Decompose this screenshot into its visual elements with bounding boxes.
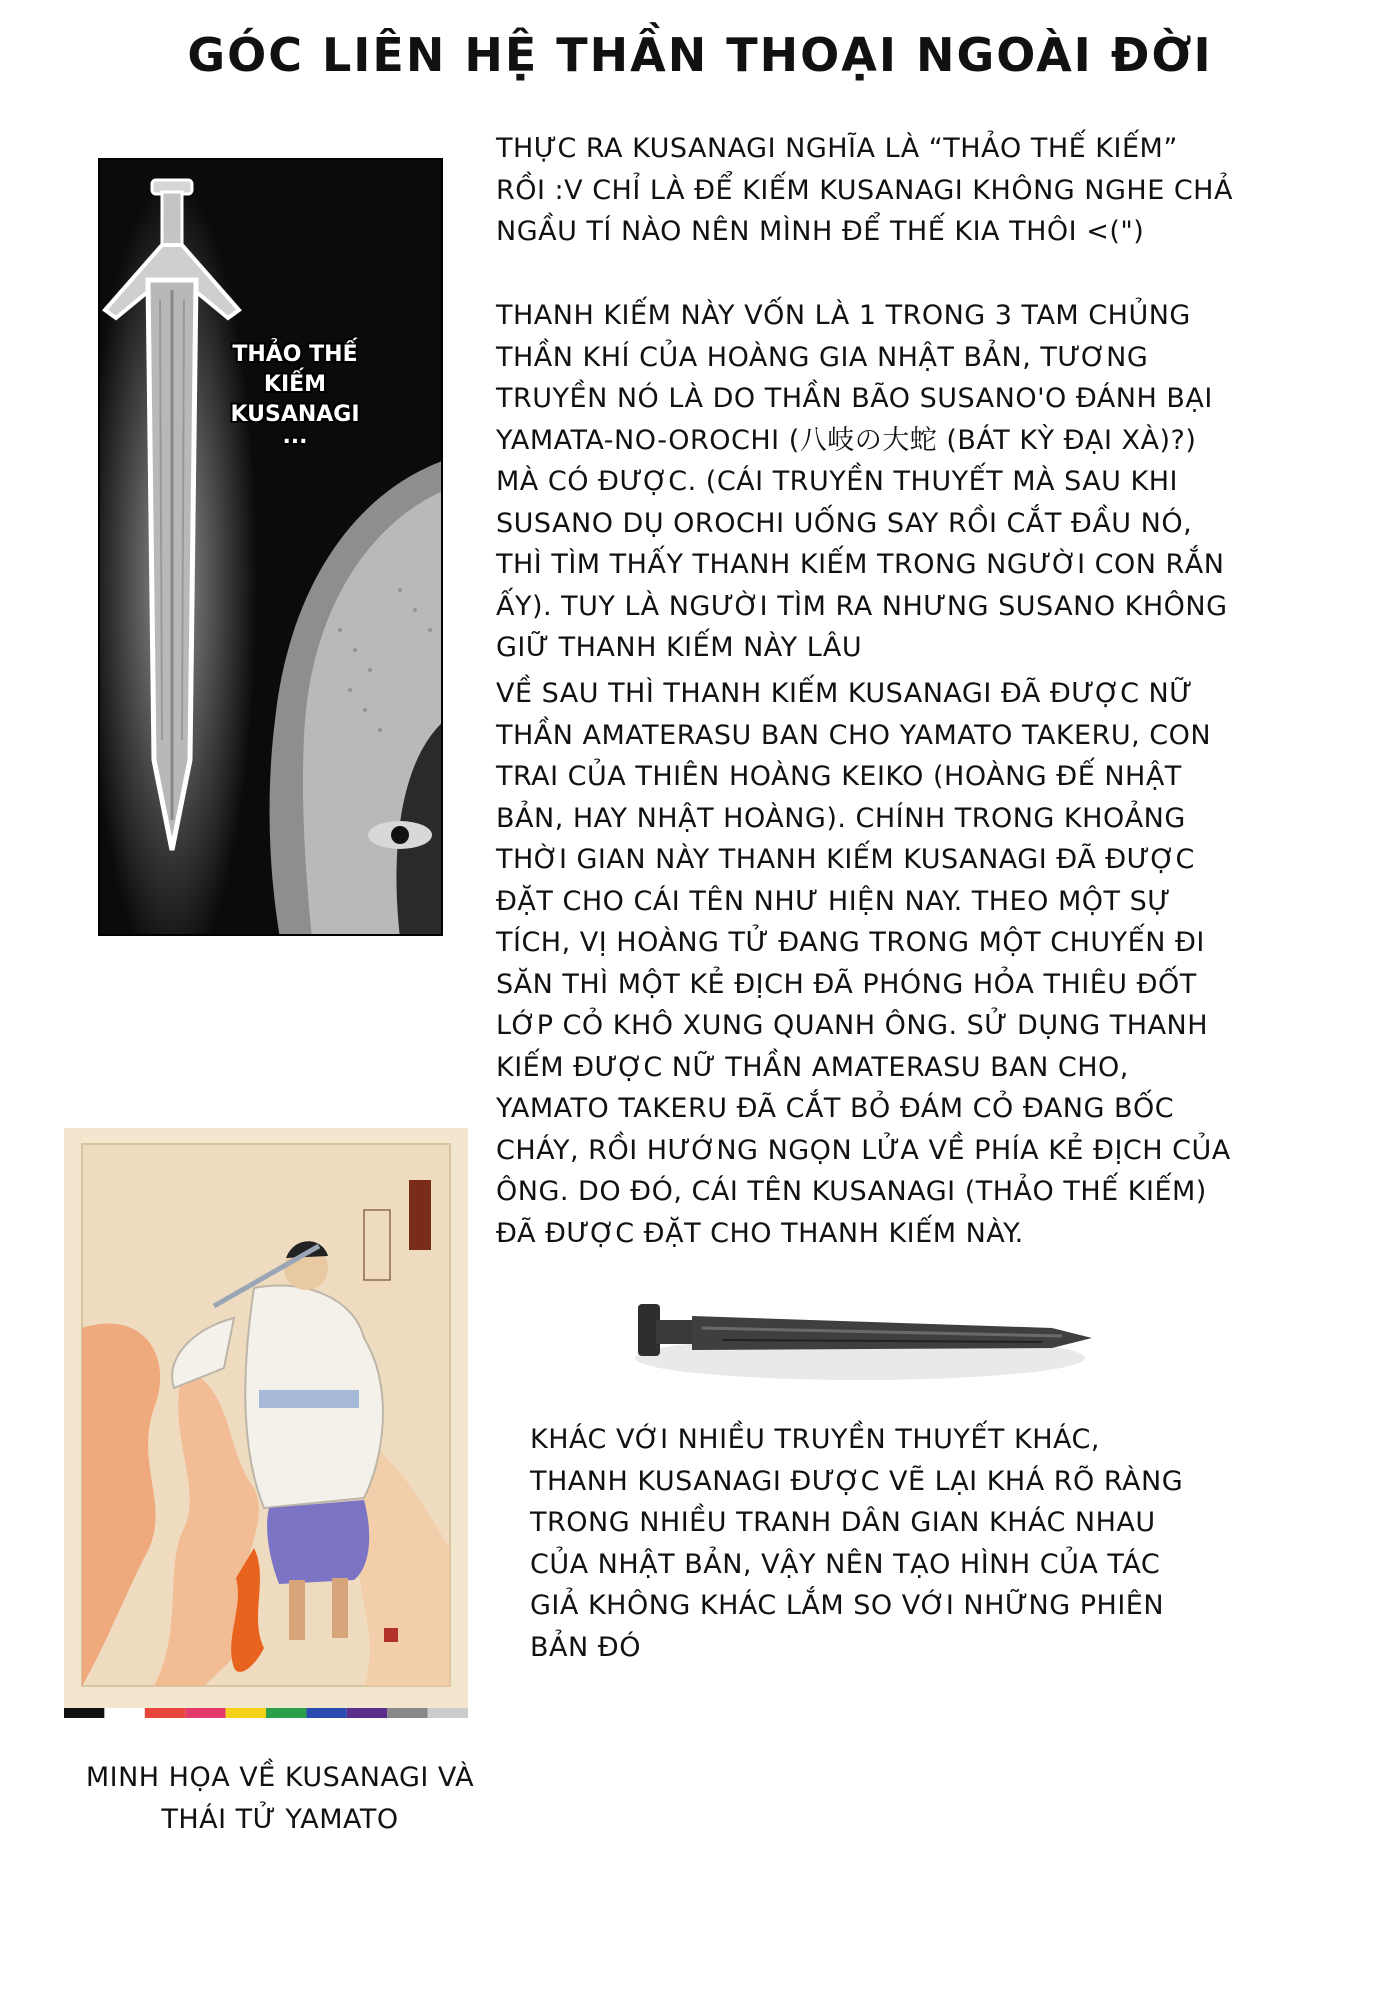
paragraph-origin: THANH KIẾM NÀY VỐN LÀ 1 TRONG 3 TAM CHỦNG THẦN KHÍ CỦA HOÀNG GIA NHẬT BẢN, TƯƠNG TRUYỀN NÓ LÀ DO THẦN BÃO SUSANO'O ĐÁNH BẠI YAMATA-NO-OROCHI (八岐の大蛇 (BÁT KỲ ĐẠI XÀ)?) MÀ CÓ ĐƯỢC. (CÁI TRUYỀN THUYẾT MÀ SAU KHI SUSANO DỤ OROCHI UỐNG SAY RỒI CẮT ĐẦU NÓ, THÌ TÌM THẤY THANH KIẾM TRONG NGƯỜI CON RẮN ẤY). TUY LÀ NGƯỜI TÌM RA NHƯNG SUSANO KHÔNG GIỮ THANH KIẾM NÀY LÂU <box>496 300 1228 663</box>
manga-panel-art <box>100 160 443 936</box>
sword-photo <box>622 1288 1098 1400</box>
paragraph-depictions: KHÁC VỚI NHIỀU TRUYỀN THUYẾT KHÁC, THANH KUSANAGI ĐƯỢC VẼ LẠI KHÁ RÕ RÀNG TRONG NHIỀU TRANH DÂN GIAN KHÁC NHAU CỦA NHẬT BẢN, VẬY NÊN TẠO HÌNH CỦA TÁC GIẢ KHÔNG KHÁC LẮM SO VỚI NHỮNG PHIÊN BẢN ĐÓ <box>530 1424 1184 1663</box>
color-swatch <box>347 1708 387 1718</box>
color-swatch <box>185 1708 225 1718</box>
paragraph-intro: THỰC RA KUSANAGI NGHĨA LÀ “THẢO THẾ KIẾM” RỒI :V CHỈ LÀ ĐỂ KIẾM KUSANAGI KHÔNG NGHE CHẢ NGẦU TÍ NÀO NÊN MÌNH ĐỂ THẾ KIA THÔI <(") <box>496 133 1233 247</box>
color-swatch <box>145 1708 185 1718</box>
speech-text: THẢO THẾ KIẾM KUSANAGI <box>230 342 360 427</box>
color-swatch <box>428 1708 468 1718</box>
manga-panel <box>98 158 443 936</box>
color-swatch <box>387 1708 427 1718</box>
woodblock-illustration <box>64 1128 468 1720</box>
speech-ellipsis: ... <box>282 424 308 449</box>
color-swatch <box>226 1708 266 1718</box>
illustration-caption: MINH HỌA VỀ KUSANAGI VÀ THÁI TỬ YAMATO <box>85 1762 475 1835</box>
color-swatch <box>64 1708 104 1718</box>
page-title: GÓC LIÊN HỆ THẦN THOẠI NGOÀI ĐỜI <box>187 28 1213 82</box>
color-swatch <box>306 1708 346 1718</box>
color-swatch <box>266 1708 306 1718</box>
color-swatch <box>104 1708 144 1718</box>
paragraph-legend: VỀ SAU THÌ THANH KIẾM KUSANAGI ĐÃ ĐƯỢC NỮ THẦN AMATERASU BAN CHO YAMATO TAKERU, CON TRAI CỦA THIÊN HOÀNG KEIKO (HOÀNG ĐẾ NHẬT BẢN, HAY NHẬT HOÀNG). CHÍNH TRONG KHOẢNG THỜI GIAN NÀY THANH KIẾM KUSANAGI ĐÃ ĐƯỢC ĐẶT CHO CÁI TÊN NHƯ HIỆN NAY. THEO MỘT SỰ TÍCH, VỊ HOÀNG TỬ ĐANG TRONG MỘT CHUYẾN ĐI SĂN THÌ MỘT KẺ ĐỊCH ĐÃ PHÓNG HỎA THIÊU ĐỐT LỚP CỎ KHÔ XUNG QUANH ÔNG. SỬ DỤNG THANH KIẾM ĐƯỢC NỮ THẦN AMATERASU BAN CHO, YAMATO TAKERU ĐÃ CẮT BỎ ĐÁM CỎ ĐANG BỐC CHÁY, RỒI HƯỚNG NGỌN LỬA VỀ PHÍA KẺ ĐỊCH CỦA ÔNG. DO ĐÓ, CÁI TÊN KUSANAGI (THẢO THẾ KIẾM) ĐÃ ĐƯỢC ĐẶT CHO THANH KIẾM NÀY. <box>496 678 1231 1249</box>
color-swatch-strip <box>64 1708 468 1718</box>
